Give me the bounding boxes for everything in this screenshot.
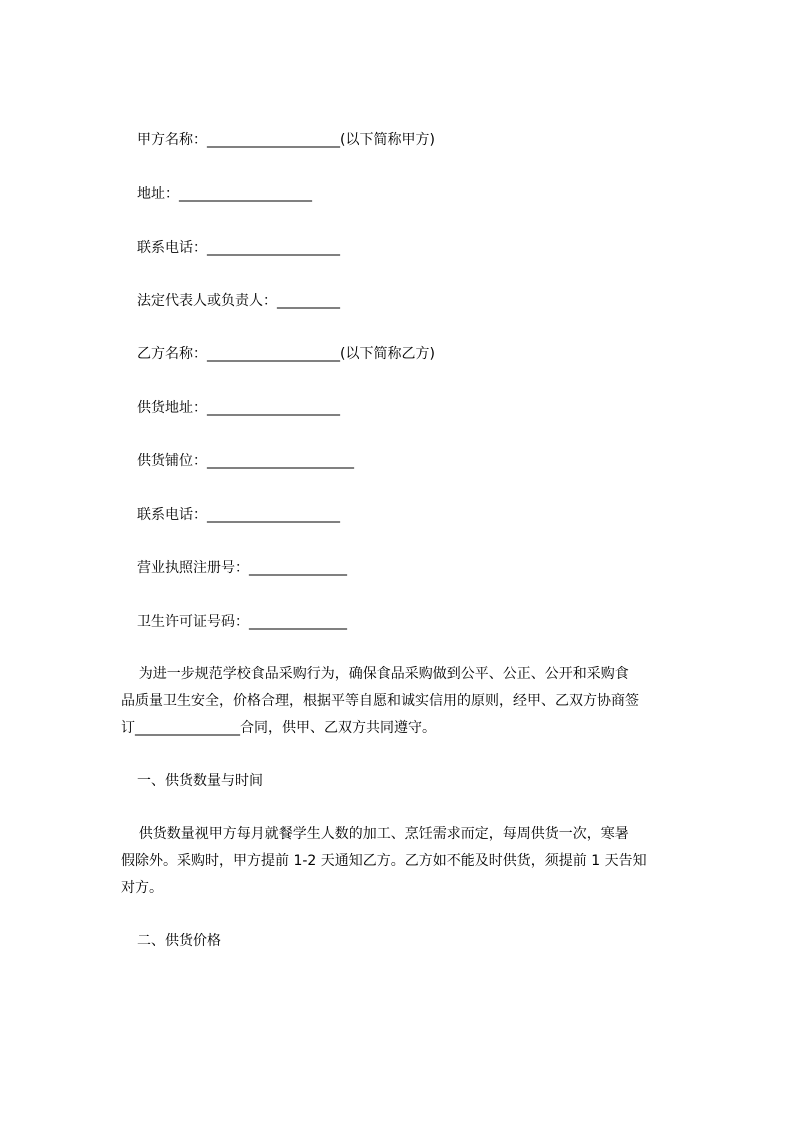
section-1-heading: 一、供货数量与时间 [137, 773, 263, 789]
section-2-heading: 二、供货价格 [137, 933, 221, 949]
party-b-health-permit-field: 卫生许可证号码：______________ [137, 614, 347, 630]
party-b-business-license-field: 营业执照注册号：______________ [137, 560, 347, 576]
party-a-phone-field: 联系电话：___________________ [137, 240, 340, 256]
party-a-representative-field: 法定代表人或负责人：_________ [137, 293, 340, 309]
party-a-address-field: 地址：___________________ [137, 186, 312, 202]
section-1-paragraph-line-3: 对方。 [121, 880, 163, 896]
party-b-supply-shop-field: 供货铺位：_____________________ [137, 453, 354, 469]
party-b-phone-field: 联系电话：___________________ [137, 507, 340, 523]
party-a-name-field: 甲方名称：___________________(以下简称甲方) [137, 132, 435, 148]
intro-paragraph-line-2: 品质量卫生安全，价格合理，根据平等自愿和诚实信用的原则，经甲、乙双方协商签 [121, 693, 639, 709]
party-b-name-field: 乙方名称：___________________(以下简称乙方) [137, 346, 435, 362]
intro-paragraph-line-1: 为进一步规范学校食品采购行为，确保食品采购做到公平、公正、公开和采购食 [121, 666, 629, 682]
section-1-paragraph-line-1: 供货数量视甲方每月就餐学生人数的加工、烹饪需求而定，每周供货一次，寒暑 [121, 826, 629, 842]
intro-paragraph-line-3: 订_______________合同，供甲、乙双方共同遵守。 [121, 720, 436, 736]
party-b-supply-address-field: 供货地址：___________________ [137, 400, 340, 416]
section-1-paragraph-line-2: 假除外。采购时，甲方提前 1-2 天通知乙方。乙方如不能及时供货，须提前 1 天告知 [121, 853, 647, 869]
